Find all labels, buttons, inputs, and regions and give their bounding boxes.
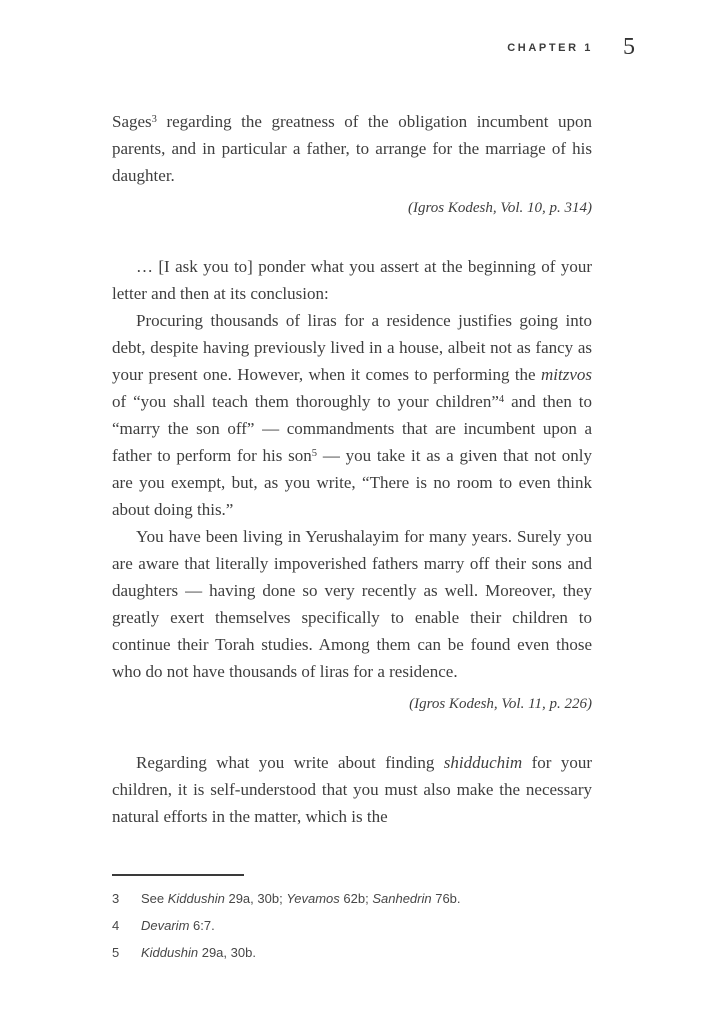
footnote-text: Devarim 6:7. [141, 918, 215, 933]
footnote [112, 912, 592, 939]
footnote [112, 939, 592, 966]
footnote [112, 885, 592, 912]
page-number: 5 [623, 34, 635, 60]
paragraph: Sages$^3$ regarding the greatness of the obligation incumbent upon parents, and in particular a father, to arrange for the marriage of his daughter. [112, 112, 592, 185]
page-body [112, 108, 592, 830]
paragraph: Regarding what you write about finding shidduchim for your children, it is self-understood that you must also make the necessary natural efforts in the matter, which is the [112, 753, 593, 826]
citation: (Igros Kodesh, Vol. 10, p. 314) [407, 200, 592, 216]
running-header [507, 34, 635, 61]
footnotes [112, 874, 592, 966]
paragraph: You have been living in Yerushalayim for many years. Surely you are aware that literally impoverished fathers marry off their sons and daughters — having done so very recently as well. Moreover, they greatly exert themselves specifically to enable their children to continue their Torah studies. Among them can be found even those who do not have thousands of liras for a residence. [112, 527, 592, 681]
footnote-rule [112, 874, 244, 876]
footnote-text: Kiddushin 29a, 30b. [141, 945, 256, 960]
footnote-number: 5 [112, 945, 120, 960]
footnote-number: 4 [112, 918, 120, 933]
paragraph: Procuring thousands of liras for a residence justifies going into debt, despite having previously lived in a house, albeit not as fancy as your present one. However, when it comes to performing the mitzvos of “you shall teach them thoroughly to your children”$^4$ and then to “marry the son off” — commandments that are incumbent upon a father to perform for his son$^5$ — you take it as a given that not only are you exempt, but, as you write, “There is no room to even think about doing this.” [112, 311, 592, 519]
footnote-text: See Kiddushin 29a, 30b; Yevamos 62b; Sanhedrin 76b. [141, 891, 461, 906]
footnote-number: 3 [112, 891, 120, 906]
paragraph: … [I ask you to] ponder what you assert at the beginning of your letter and then at its conclusion: [112, 257, 592, 303]
citation: (Igros Kodesh, Vol. 11, p. 226) [409, 696, 592, 712]
chapter-label: CHAPTER 1 [507, 41, 593, 54]
